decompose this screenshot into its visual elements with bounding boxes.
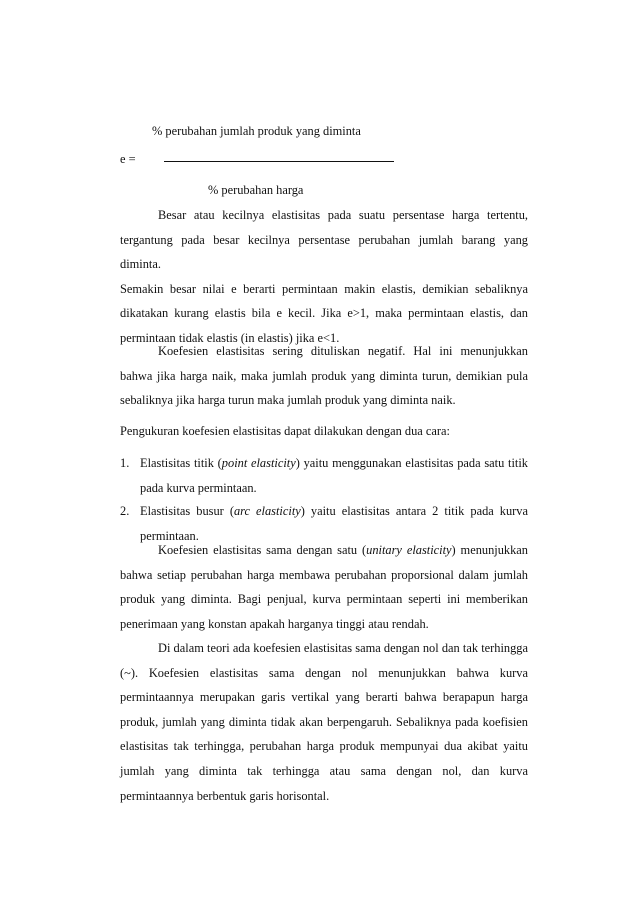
list-text: Elastisitas titik (point elasticity) yaitu menggunakan elastisitas pada satu titik pada kurva permintaan. — [140, 451, 528, 500]
formula-lhs: e = — [120, 152, 136, 166]
paragraph-zero-infinite — [120, 636, 528, 808]
fraction-bar — [164, 161, 394, 162]
paragraph-unitary-elasticity: Koefesien elastisitas sama dengan satu (unitary elasticity) menunjukkan bahwa setiap perubahan harga membawa perubahan proporsional dalam jumlah produk yang diminta. Bagi penjual, kurva permintaan seperti ini memberikan penerimaan yang konstan apakah harganya tinggi atau rendah. — [120, 538, 528, 636]
text-line: pada kurva permintaan. — [140, 480, 257, 495]
list-item — [120, 451, 528, 501]
formula-denominator: % perubahan harga — [208, 183, 304, 197]
text-line: permintaannya merupakan garis vertikal yang berarti bahwa berapapun harga — [120, 690, 528, 705]
text-line: jumlah yang diminta tak terhingga atau sama dengan nol, dan kurva — [120, 763, 528, 778]
italic-term: point elasticity — [221, 456, 296, 470]
text-line: Pengukuran koefesien elastisitas dapat dilakukan dengan dua cara: — [120, 424, 450, 438]
text-line: permintaannya berbentuk garis horisontal. — [120, 788, 330, 803]
text-line: penerimaan yang konstan apakah harganya tinggi atau rendah. — [120, 616, 429, 631]
italic-term: arc elasticity — [233, 504, 301, 518]
list-text: Elastisitas busur (arc elasticity) yaitu elastisitas antara 2 titik pada kurva permintaan. — [140, 499, 528, 548]
list-number: 2. — [120, 504, 130, 518]
text-line: produk, jumlah yang diminta tidak akan berpengaruh. Sebaliknya pada koefisien — [120, 714, 528, 729]
text-line: tergantung pada besar kecilnya persentase perubahan jumlah barang yang diminta. — [120, 232, 528, 272]
text-line: elastisitas tak terhingga, perubahan harga produk mempunyai dua akibat yaitu — [120, 739, 528, 754]
paragraph-negative-coefficient — [120, 339, 528, 413]
text-line: Koefesien elastisitas sering dituliskan negatif. Hal ini menunjukkan — [158, 344, 528, 358]
text-line: dikatakan kurang elastis bila e kecil. Jika e>1, maka permintaan elastis, dan — [120, 306, 528, 321]
text-line: bahwa setiap perubahan harga membawa perubahan proporsional dalam jumlah — [120, 567, 528, 582]
text-line: permintaan tidak elastis (in elastis) jika e<1. — [120, 330, 340, 345]
text-line: sebaliknya jika harga turun maka jumlah produk yang diminta naik. — [120, 393, 456, 408]
formula-numerator: % perubahan jumlah produk yang diminta — [152, 124, 361, 138]
text-line: bahwa jika harga naik, maka jumlah produk yang diminta turun, demikian pula — [120, 368, 528, 383]
text-line: Besar atau kecilnya elastisitas pada suatu persentase harga tertentu, — [158, 208, 528, 222]
paragraph-elasticity-size — [120, 203, 528, 351]
paragraph-measurement-intro — [120, 419, 528, 444]
text-line: Di dalam teori ada koefesien elastisitas sama dengan nol dan tak terhingga — [158, 641, 528, 655]
text-line: (~). Koefesien elastisitas sama dengan nol menunjukkan bahwa kurva — [120, 665, 528, 680]
list-number: 1. — [120, 456, 130, 470]
text-line: permintaan. — [140, 528, 199, 543]
italic-term: unitary elasticity — [366, 543, 452, 557]
text-line: produk yang diminta. Bagi penjual, kurva permintaan seperti ini memberikan — [120, 592, 528, 607]
text-line: Semakin besar nilai e berarti permintaan makin elastis, demikian sebaliknya — [120, 281, 528, 296]
